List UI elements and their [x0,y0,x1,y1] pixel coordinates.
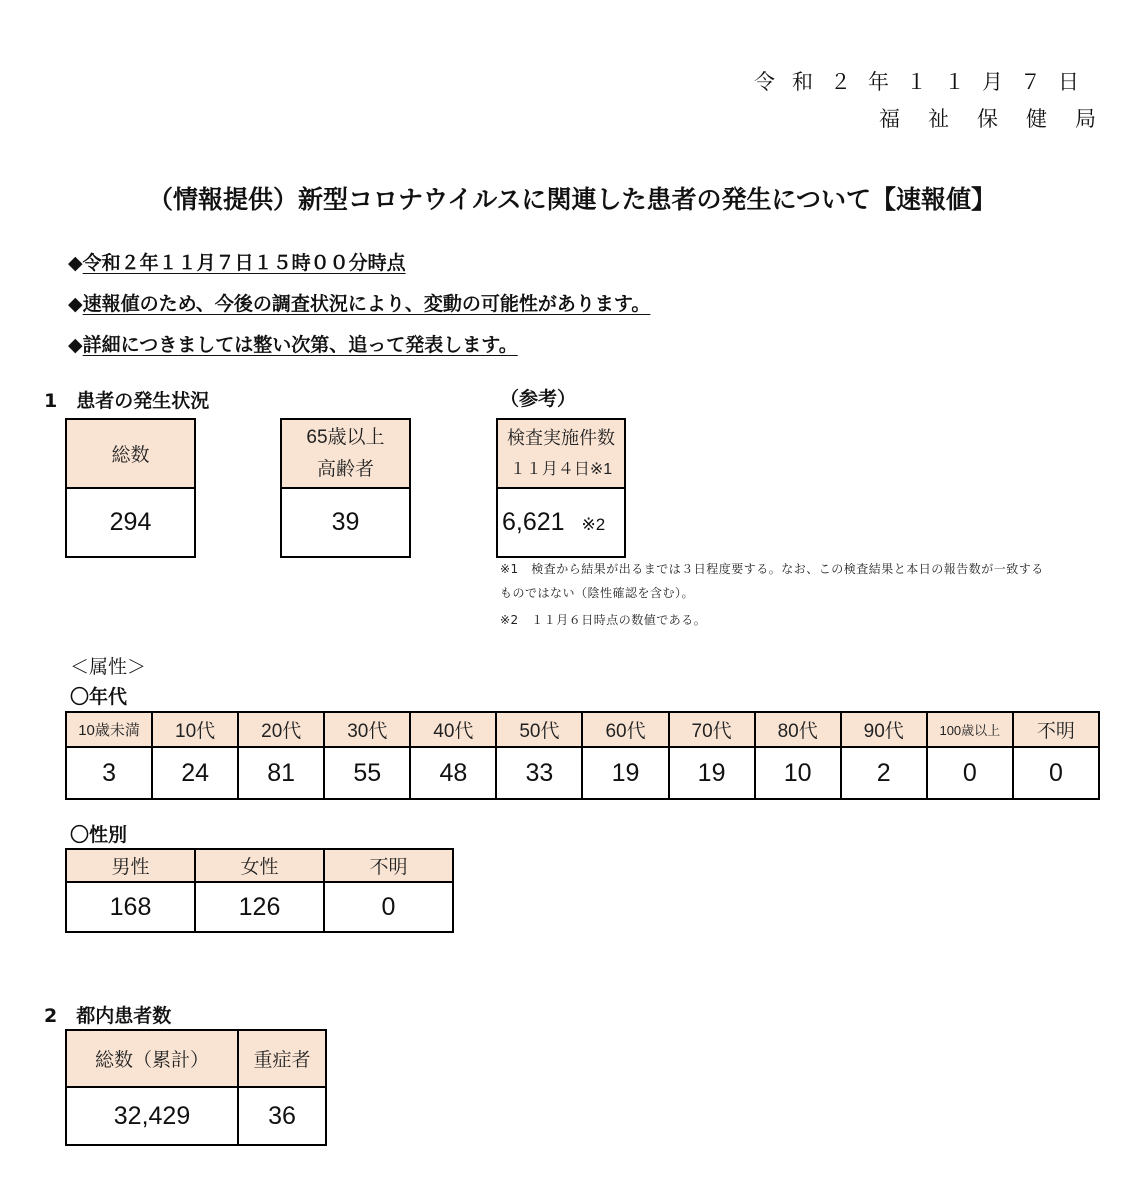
age-heading: 〇年代 [70,686,128,708]
sex-header-row [66,849,453,882]
age-header-cell: 不明 [1013,712,1099,747]
age-header-cell: 100歳以上 [927,712,1013,747]
age-value-cell: 0 [927,747,1013,799]
age-header-row [66,712,1099,747]
age-header-cell: 70代 [669,712,755,747]
reference-heading: （参考） [500,388,577,410]
test-count-value-cell [497,488,625,557]
elderly-label-line1: 65歳以上 [306,426,385,448]
age-table [65,711,1100,800]
document-date: 令和２年１１月７日 [754,70,1096,94]
diamond-icon: ◆ [68,293,83,315]
sex-header-cell: 女性 [195,849,324,882]
age-header-cell: 80代 [755,712,841,747]
cumulative-total-value: 32,429 [66,1087,238,1145]
age-value-cell: 3 [66,747,152,799]
age-value-cell: 2 [841,747,927,799]
age-value-cell: 48 [410,747,496,799]
tokyo-header-row [66,1030,326,1087]
section-1-heading: 1 患者の発生状況 [44,390,210,412]
total-patients-table [65,418,196,558]
sex-value-cell: 0 [324,882,453,932]
elderly-label [281,419,410,488]
note-preliminary [68,289,650,316]
tokyo-patients-table [65,1029,327,1146]
age-header-cell: 50代 [496,712,582,747]
age-header-cell: 90代 [841,712,927,747]
note-details [68,330,518,357]
age-value-cell: 81 [238,747,324,799]
age-value-cell: 10 [755,747,841,799]
total-value: 294 [66,488,195,557]
elderly-label-line2: 高齢者 [316,458,374,480]
age-value-cell: 0 [1013,747,1099,799]
age-header-cell: 20代 [238,712,324,747]
age-value-cell: 19 [669,747,755,799]
elderly-patients-table [280,418,411,558]
note-time [68,248,406,275]
sex-value-cell: 168 [66,882,195,932]
age-header-cell: 10代 [152,712,238,747]
document-title: （情報提供）新型コロナウイルスに関連した患者の発生について【速報値】 [147,185,996,214]
elderly-value: 39 [281,488,410,557]
attributes-heading: ＜属性＞ [70,656,147,678]
severe-cases-value: 36 [238,1087,326,1145]
severe-cases-label: 重症者 [238,1030,326,1087]
test-count-label-line1: 検査実施件数 [507,427,615,448]
cumulative-total-label: 総数（累計） [66,1030,238,1087]
section-2-heading: 2 都内患者数 [44,1005,172,1027]
test-count-label-line2: １１月４日※1 [509,460,613,478]
age-value-cell: 33 [496,747,582,799]
sex-value-cell: 126 [195,882,324,932]
age-header-cell: 10歳未満 [66,712,152,747]
diamond-icon: ◆ [68,252,83,274]
test-count-value: 6,621 [502,508,565,536]
age-value-row [66,747,1099,799]
age-value-cell: 55 [324,747,410,799]
note-text: 令和２年１１月７日１５時００分時点 [82,252,406,274]
footnote-1-line2: ものではない（陰性確認を含む）。 [500,586,695,600]
sex-heading: 〇性別 [70,824,128,846]
issuing-organization: 福祉保健局 [879,107,1124,131]
age-header-cell: 30代 [324,712,410,747]
sex-value-row [66,882,453,932]
footnote-1-line1: ※1 検査から結果が出るまでは３日程度要する。なお、この検査結果と本日の報告数が一致する [500,562,1044,576]
age-value-cell: 24 [152,747,238,799]
tokyo-value-row [66,1087,326,1145]
sex-table [65,848,454,933]
test-count-footnote-mark: ※2 [581,515,606,534]
sex-header-cell: 男性 [66,849,195,882]
sex-header-cell: 不明 [324,849,453,882]
diamond-icon: ◆ [68,334,83,356]
note-text: 詳細につきましては整い次第、追って発表します。 [82,334,518,356]
note-text: 速報値のため、今後の調査状況により、変動の可能性があります。 [82,293,651,315]
test-count-label [497,419,625,488]
age-header-cell: 60代 [582,712,668,747]
footnote-2: ※2 １１月６日時点の数値である。 [500,613,707,627]
total-label: 総数 [66,419,195,488]
test-count-table [496,418,626,558]
age-value-cell: 19 [582,747,668,799]
age-header-cell: 40代 [410,712,496,747]
